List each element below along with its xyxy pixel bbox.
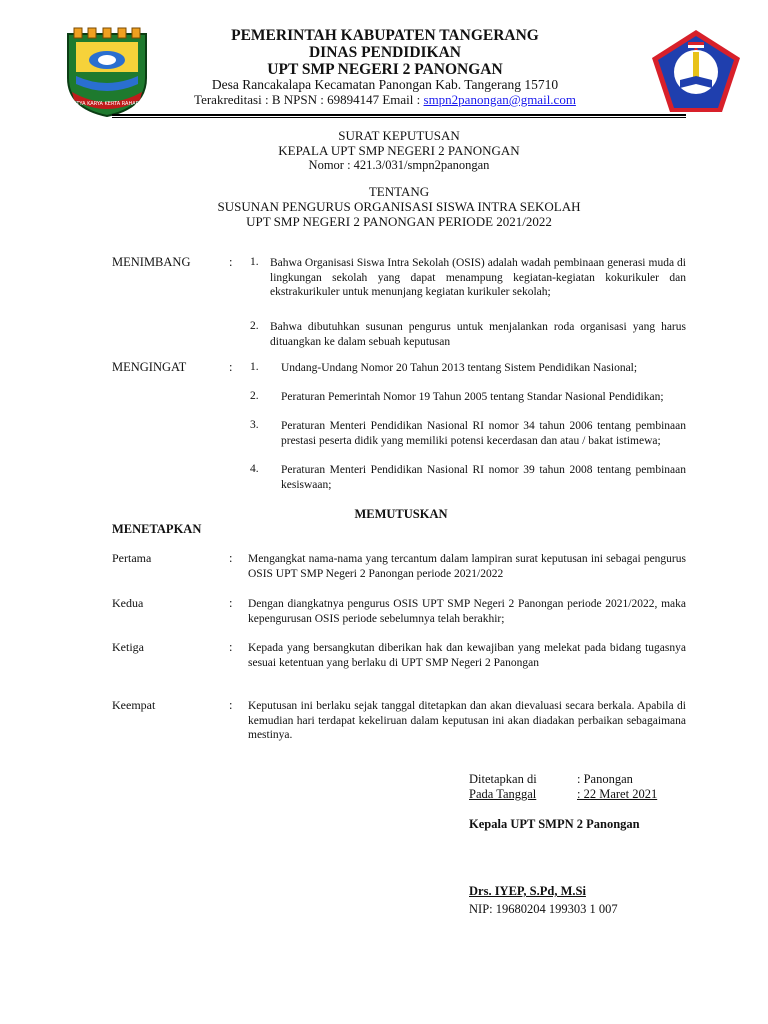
memutuskan-heading: MEMUTUSKAN — [354, 507, 448, 521]
ditetapkan-label: Ditetapkan di — [469, 772, 537, 786]
decision-label-keempat: Keempat — [112, 698, 156, 712]
tanggal-label: Pada Tanggal — [469, 787, 537, 801]
decision-colon-2: : — [229, 596, 233, 610]
header-school: UPT SMP NEGERI 2 PANONGAN — [267, 61, 503, 78]
header-accreditation — [160, 92, 610, 108]
header-address: Desa Rancakalapa Kecamatan Panongan Kab. Tangerang 15710 — [211, 77, 559, 92]
title-surat-keputusan: SURAT KEPUTUSAN — [338, 128, 460, 143]
signatory-nip: NIP: 19680204 199303 1 007 — [469, 902, 618, 916]
title-nomor: Nomor : 421.3/031/smpn2panongan — [308, 158, 490, 172]
menetapkan-label: MENETAPKAN — [112, 522, 202, 536]
menimbang-item-2: Bahwa dibutuhkan susunan pengurus untuk menjalankan roda organisasi yang harus dituangkan ke dalam sebuah keputusan — [270, 321, 686, 348]
kabupaten-tangerang-logo — [64, 26, 150, 118]
title-subject-2: UPT SMP NEGERI 2 PANONGAN PERIODE 2021/2022 — [246, 214, 552, 229]
mengingat-num-3: 3. — [250, 419, 259, 431]
mengingat-num-2: 2. — [250, 390, 259, 402]
decision-label-ketiga: Ketiga — [112, 640, 144, 654]
menimbang-item-1: Bahwa Organisasi Siswa Intra Sekolah (OSIS) adalah wadah pembinaan generasi muda di lingkungan sekolah yang dapat menampung kegiatan-kegiatan kokurikuler dan ekstrakurikuler untuk menunjang kegiatan kurikuler sekolah; — [270, 257, 686, 298]
mengingat-item-1: Undang-Undang Nomor 20 Tahun 2013 tentang Sistem Pendidikan Nasional; — [281, 362, 638, 374]
menimbang-num-2: 2. — [250, 320, 259, 332]
mengingat-num-1: 1. — [250, 361, 259, 373]
header-rule-thin — [112, 117, 686, 118]
mengingat-item-2: Peraturan Pemerintah Nomor 19 Tahun 2005 tentang Standar Nasional Pendidikan; — [281, 391, 664, 403]
header-department: DINAS PENDIDIKAN — [308, 44, 461, 61]
decision-colon-3: : — [229, 640, 233, 654]
decision-text-pertama: Mengangkat nama-nama yang tercantum dalam lampiran surat keputusan ini sebagai pengurus OSIS UPT SMP Negeri 2 Panongan periode 2021/2022 — [248, 553, 686, 580]
decision-text-kedua: Dengan diangkatnya pengurus OSIS UPT SMP Negeri 2 Panongan periode 2021/2022, maka kepengurusan OSIS periode sebelumnya telah berakhir; — [248, 598, 686, 625]
decision-text-keempat: Keputusan ini berlaku sejak tanggal ditetapkan dan akan dievaluasi secara berkala. Apabila di kemudian hari terdapat kekeliruan dalam keputusan ini akan diadakan perbaikan sebagaimana mestinya. — [248, 700, 686, 741]
mengingat-item-3: Peraturan Menteri Pendidikan Nasional RI nomor 34 tahun 2006 tentang pembinaan prestasi peserta didik yang memiliki potensi kecerdasan dan atau / bakat istimewa; — [281, 420, 686, 447]
accreditation-text: Terakreditasi : B NPSN : 69894147 Email : — [194, 92, 424, 107]
decision-label-kedua: Kedua — [112, 596, 144, 610]
header-rule-thick — [112, 114, 686, 116]
mengingat-item-4: Peraturan Menteri Pendidikan Nasional RI nomor 39 tahun 2008 tentang pembinaan kesiswaan; — [281, 464, 686, 491]
title-tentang: TENTANG — [368, 184, 430, 199]
school-emblem-logo — [650, 28, 742, 114]
decision-colon-4: : — [229, 698, 233, 712]
email-link[interactable]: smpn2panongan@gmail.com — [423, 92, 576, 107]
ditetapkan-value: : Panongan — [577, 772, 633, 786]
decision-colon-1: : — [229, 551, 233, 565]
title-kepala: KEPALA UPT SMP NEGERI 2 PANONGAN — [278, 143, 520, 158]
signatory-position: Kepala UPT SMPN 2 Panongan — [469, 817, 640, 831]
title-subject-1: SUSUNAN PENGURUS ORGANISASI SISWA INTRA SEKOLAH — [217, 199, 581, 214]
left-logo-motto: SATYA KARYA KERTA RAHARJA — [70, 101, 144, 107]
mengingat-label: MENGINGAT — [112, 360, 187, 374]
decision-text-ketiga: Kepada yang bersangkutan diberikan hak dan kewajiban yang melekat pada bidang tugasnya sesuai ketentuan yang berlaku di UPT SMP Negeri 2 Panongan — [248, 642, 686, 669]
signatory-name: Drs. IYEP, S.Pd, M.Si — [469, 884, 586, 898]
header-government: PEMERINTAH KABUPATEN TANGERANG — [231, 27, 539, 44]
menimbang-num-1: 1. — [250, 256, 259, 268]
mengingat-num-4: 4. — [250, 463, 259, 475]
decision-label-pertama: Pertama — [112, 551, 152, 565]
menimbang-colon: : — [229, 255, 233, 269]
menimbang-label: MENIMBANG — [112, 255, 191, 269]
mengingat-colon: : — [229, 360, 233, 374]
tanggal-value: : 22 Maret 2021 — [577, 787, 658, 801]
